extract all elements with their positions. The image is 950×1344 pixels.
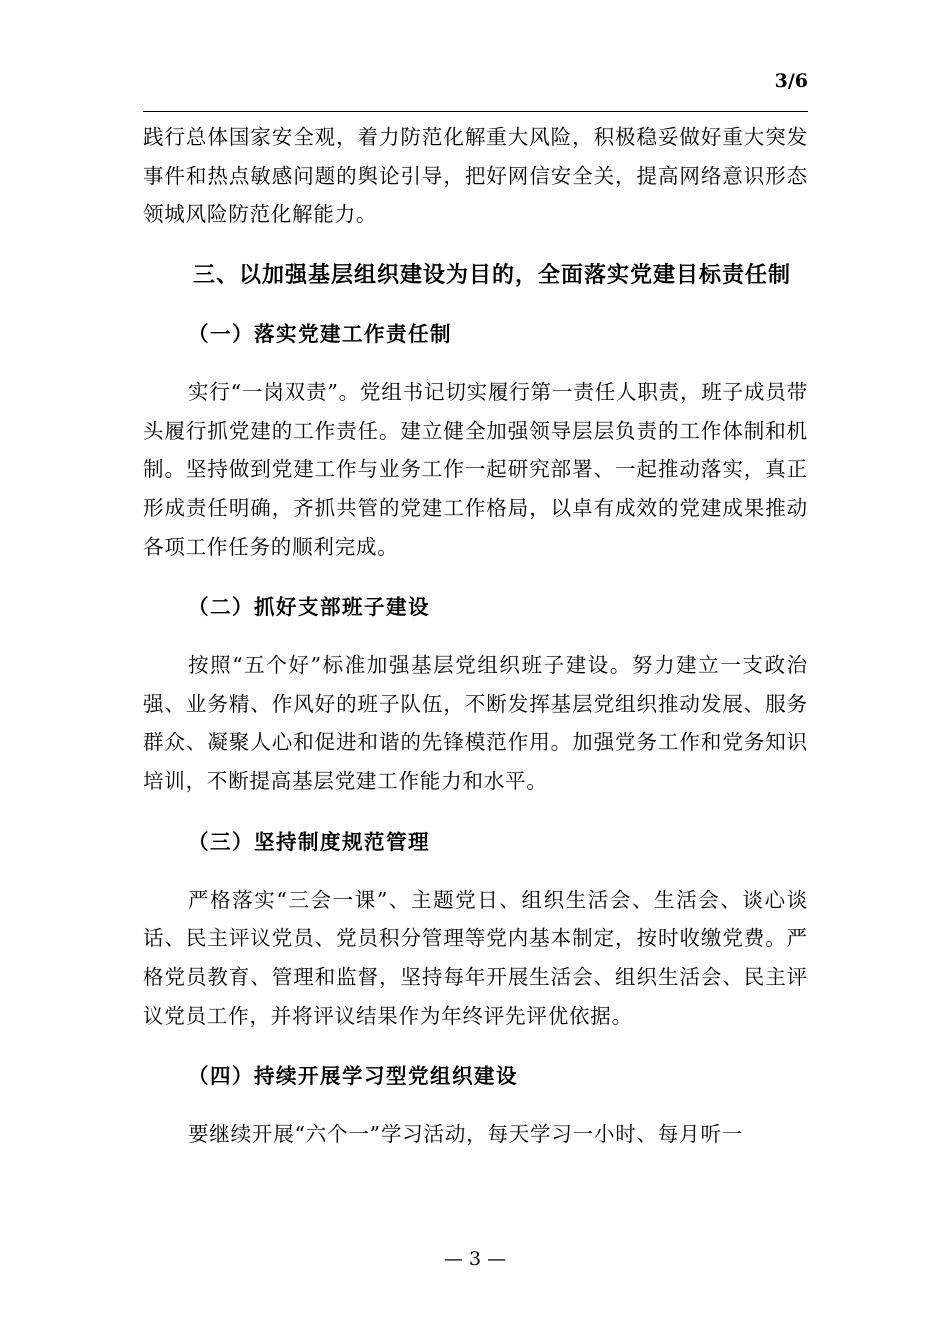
subsection-3-paragraph: 严格落实“三会一课”、主题党日、组织生活会、生活会、谈心谈话、民主评议党员、党员积分管理等党内基本制定，按时收缴党费。严格党员教育、管理和监督，坚持每年开展生活会、组织生活会、民主评议党员工作，并将评议结果作为年终评先评优依据。 [143,887,808,1028]
subsection-1-heading: （一）落实党建工作责任制 [188,322,452,347]
subsection-2-paragraph: 按照“五个好”标准加强基层党组织班子建设。努力建立一支政治强、业务精、作风好的班子队伍，不断发挥基层党组织推动发展、服务群众、凝聚人心和促进和谐的先锋模范作用。加强党务工作和党务知识培训，不断提高基层党建工作能力和水平。 [143,653,808,794]
subsection-4-heading: （四）持续开展学习型党组织建设 [188,1064,518,1089]
page-footer-number: — 3 — [443,1248,507,1270]
subsection-3-heading: （三）坚持制度规范管理 [188,829,430,854]
subsection-2-heading: （二）抓好支部班子建设 [188,595,430,620]
header-rule [143,111,808,112]
intro-paragraph: 践行总体国家安全观，着力防范化解重大风险，积极稳妥做好重大突发事件和热点敏感问题的舆论引导，把好网信安全关，提高网络意识形态领城风险防范化解能力。 [143,125,808,227]
section-heading: 三、以加强基层组织建设为目的，全面落实党建目标责任制 [193,263,792,289]
page-indicator: 3/6 [774,70,808,92]
subsection-1-paragraph: 实行“一岗双责”。党组书记切实履行第一责任人职责，班子成员带头履行抓党建的工作责任。建立健全加强领导层层负责的工作体制和机制。坚持做到党建工作与业务工作一起研究部署、一起推动落实，真正形成责任明确，齐抓共管的党建工作格局，以卓有成效的党建成果推动各项工作任务的顺利完成。 [143,379,808,559]
document-body [143,118,808,1154]
subsection-4-paragraph: 要继续开展“六个一”学习活动，每天学习一小时、每月听一 [188,1122,744,1147]
